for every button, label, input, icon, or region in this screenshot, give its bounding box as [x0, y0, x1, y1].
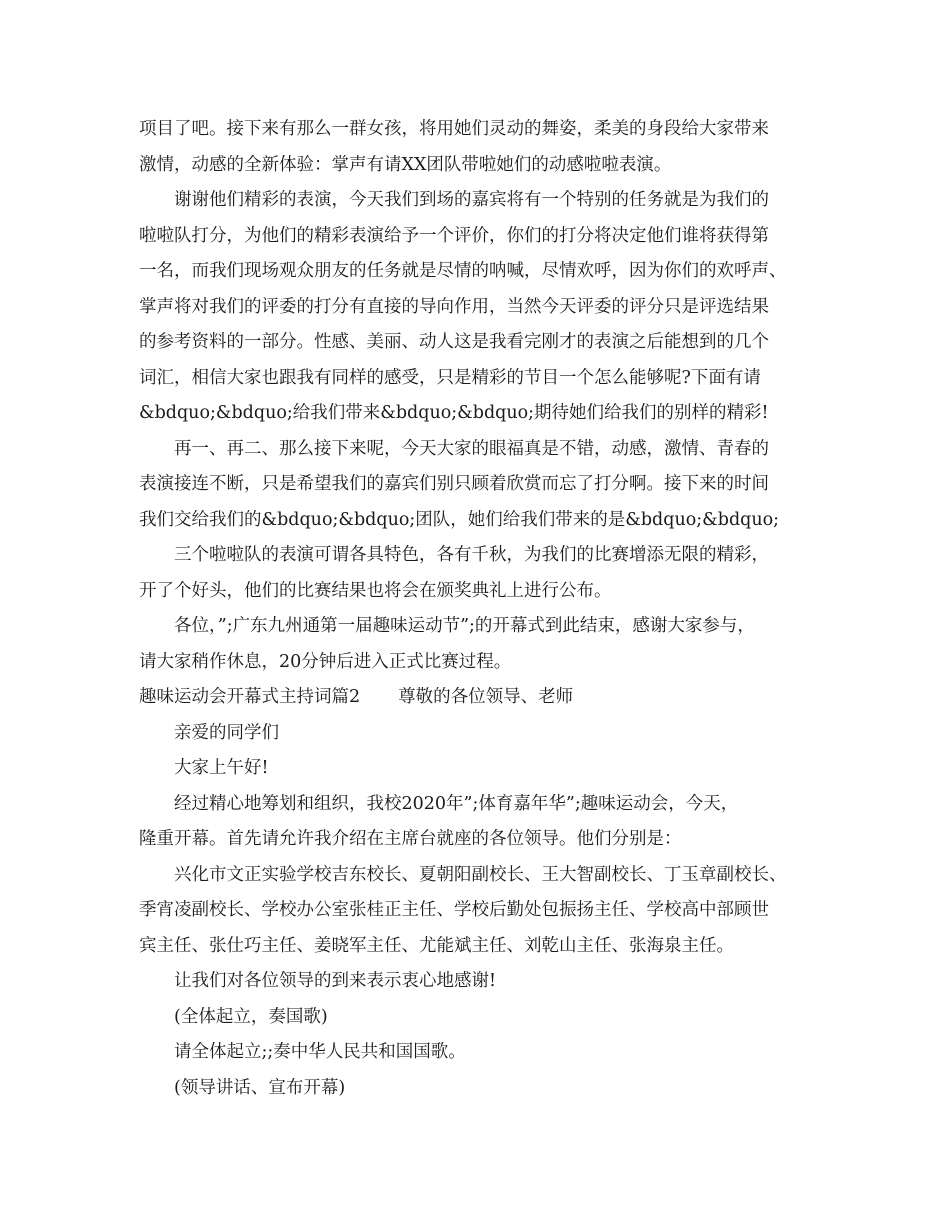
text-line: 请大家稍作休息，20分钟后进入正式比赛过程。 — [139, 651, 512, 672]
text-line: 季宵凌副校长、学校办公室张桂正主任、学校后勤处包振扬主任、学校高中部顾世 — [139, 900, 769, 920]
text-line: 的参考资料的一部分。性感、美丽、动人这是我看完刚才的表演之后能想到的几个 — [139, 332, 769, 352]
text-line: 词汇，相信大家也跟我有同样的感受，只是精彩的节目一个怎么能够呢?下面有请 — [139, 367, 761, 388]
document-page — [139, 112, 829, 1106]
document-body-part-2 — [139, 716, 829, 1107]
text-line: 我们交给我们的&bdquo;&bdquo;团队，她们给我们带来的是&bdquo;&bdquo; — [139, 509, 780, 530]
text-line: &bdquo;&bdquo;给我们带来&bdquo;&bdquo;期待她们给我们的别样的精彩! — [139, 403, 769, 423]
text-line: 让我们对各位领导的到来表示衷心地感谢! — [174, 971, 497, 991]
text-line: 经过精心地筹划和组织，我校2020年”;体育嘉年华”;趣味运动会，今天， — [174, 793, 739, 814]
section-heading — [139, 680, 829, 716]
document-body-part-1 — [139, 112, 829, 680]
text-line: 谢谢他们精彩的表演，今天我们到场的嘉宾将有一个特别的任务就是为我们的 — [174, 190, 769, 210]
heading-greeting: 尊敬的各位领导、老师 — [398, 687, 574, 707]
text-line: 掌声将对我们的评委的打分有直接的导向作用，当然今天评委的评分只是评选结果 — [139, 296, 769, 317]
text-line: 项目了吧。接下来有那么一群女孩，将用她们灵动的舞姿，柔美的身段给大家带来 — [139, 119, 769, 139]
text-line: 开了个好头，他们的比赛结果也将会在颁奖典礼上进行公布。 — [139, 580, 612, 601]
text-line: 啦啦队打分，为他们的精彩表演给予一个评价，你们的打分将决定他们谁将获得第 — [139, 225, 769, 246]
text-line: (领导讲话、宣布开幕) — [174, 1077, 346, 1098]
text-line: 宾主任、张仕巧主任、姜晓军主任、尤能斌主任、刘乾山主任、张海泉主任。 — [139, 935, 734, 956]
heading-title: 趣味运动会开幕式主持词篇2 — [139, 687, 361, 707]
text-line: 亲爱的同学们 — [174, 722, 279, 743]
text-line: 激情，动感的全新体验：掌声有请XX团队带啦她们的动感啦啦表演。 — [139, 154, 672, 175]
text-line: 大家上午好! — [174, 758, 269, 778]
text-line: 再一、再二、那么接下来呢，今天大家的眼福真是不错，动感，激情、青春的 — [174, 438, 769, 459]
text-line: 隆重开幕。首先请允许我介绍在主席台就座的各位领导。他们分别是： — [139, 829, 682, 849]
text-line: 兴化市文正实验学校吉东校长、夏朝阳副校长、王大智副校长、丁玉章副校长、 — [174, 864, 787, 885]
text-line: 请全体起立;;奏中华人民共和国国歌。 — [174, 1042, 466, 1062]
text-line: 表演接连不断，只是希望我们的嘉宾们别只顾着欣赏而忘了打分啊。接下来的时间 — [139, 474, 769, 494]
text-line: 一名，而我们现场观众朋友的任务就是尽情的呐喊，尽情欢呼，因为你们的欢呼声、 — [139, 261, 787, 281]
text-line: 各位，”;广东九州通第一届趣味运动节”;的开幕式到此结束，感谢大家参与， — [174, 616, 755, 636]
text-line: (全体起立，奏国歌) — [174, 1006, 328, 1027]
text-line: 三个啦啦队的表演可谓各具特色，各有千秋，为我们的比赛增添无限的精彩， — [174, 545, 769, 565]
